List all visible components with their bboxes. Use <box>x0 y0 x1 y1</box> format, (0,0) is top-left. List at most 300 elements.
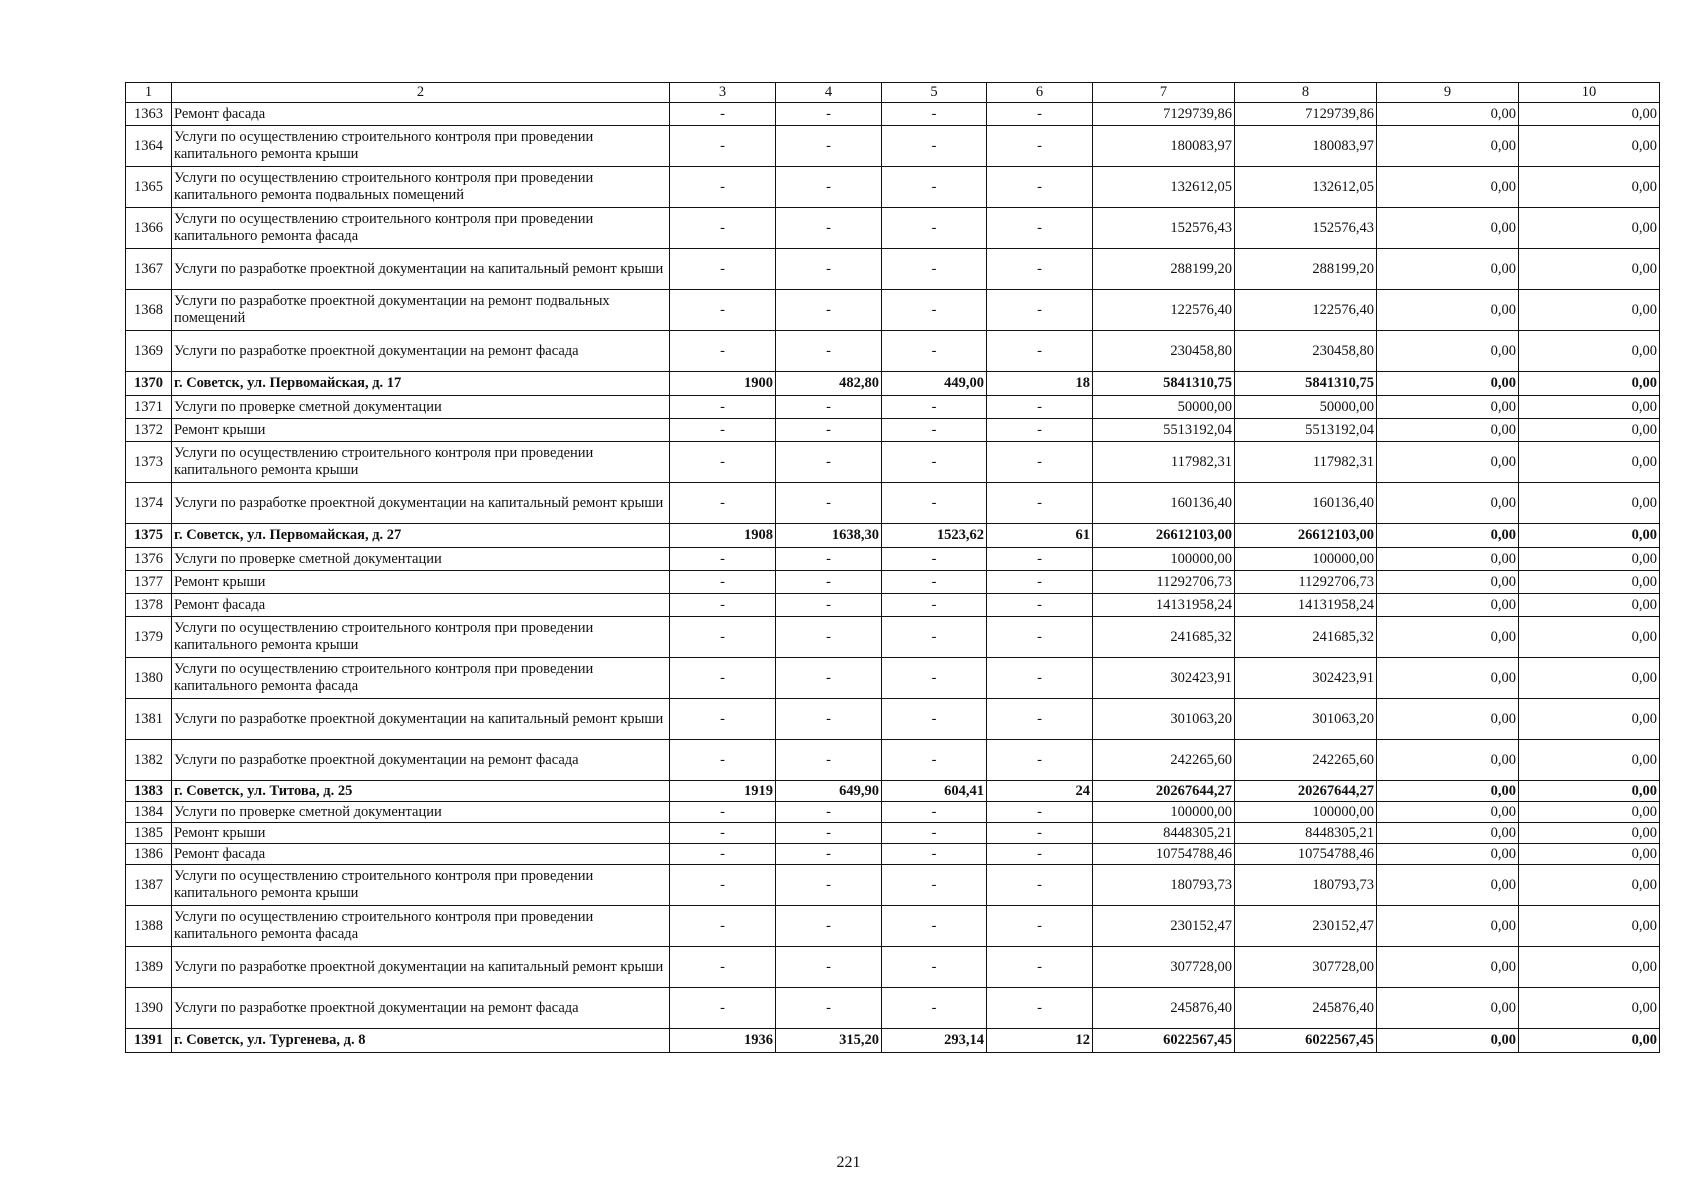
col5-cell: 1523,62 <box>882 524 987 548</box>
col8-cell: 26612103,00 <box>1235 524 1377 548</box>
row-number-cell: 1369 <box>126 331 172 372</box>
col5-cell: - <box>882 103 987 126</box>
col4-cell: - <box>776 483 882 524</box>
header-cell: 10 <box>1519 83 1660 103</box>
col10-cell: 0,00 <box>1519 658 1660 699</box>
col6-cell: - <box>987 419 1093 442</box>
col4-cell: - <box>776 290 882 331</box>
table-row <box>126 658 1660 699</box>
col4-cell: 1638,30 <box>776 524 882 548</box>
col5-cell: - <box>882 249 987 290</box>
description-cell: Ремонт фасада <box>172 103 670 126</box>
table-row <box>126 331 1660 372</box>
description-cell: г. Советск, ул. Тургенева, д. 8 <box>172 1029 670 1053</box>
col5-cell: - <box>882 658 987 699</box>
description-cell: Услуги по проверке сметной документации <box>172 548 670 571</box>
col7-cell: 14131958,24 <box>1093 594 1235 617</box>
col4-cell: - <box>776 594 882 617</box>
col7-cell: 132612,05 <box>1093 167 1235 208</box>
col4-cell: - <box>776 906 882 947</box>
table-row <box>126 419 1660 442</box>
row-number-cell: 1386 <box>126 844 172 865</box>
col7-cell: 160136,40 <box>1093 483 1235 524</box>
col3-cell: 1908 <box>670 524 776 548</box>
col8-cell: 8448305,21 <box>1235 823 1377 844</box>
col8-cell: 5513192,04 <box>1235 419 1377 442</box>
table-row <box>126 699 1660 740</box>
col8-cell: 245876,40 <box>1235 988 1377 1029</box>
col6-cell: - <box>987 442 1093 483</box>
col8-cell: 100000,00 <box>1235 802 1377 823</box>
col9-cell: 0,00 <box>1377 865 1519 906</box>
header-cell: 3 <box>670 83 776 103</box>
col9-cell: 0,00 <box>1377 594 1519 617</box>
col4-cell: 315,20 <box>776 1029 882 1053</box>
description-cell: Услуги по осуществлению строительного контроля при проведении капитального ремонта фасада <box>172 906 670 947</box>
col10-cell: 0,00 <box>1519 594 1660 617</box>
table-row <box>126 988 1660 1029</box>
row-number-cell: 1364 <box>126 126 172 167</box>
col9-cell: 0,00 <box>1377 483 1519 524</box>
col3-cell: 1919 <box>670 781 776 802</box>
col5-cell: 449,00 <box>882 372 987 396</box>
description-cell: Услуги по осуществлению строительного контроля при проведении капитального ремонта крыши <box>172 865 670 906</box>
table-row <box>126 483 1660 524</box>
description-cell: Ремонт крыши <box>172 823 670 844</box>
col4-cell: - <box>776 844 882 865</box>
col10-cell: 0,00 <box>1519 802 1660 823</box>
row-number-cell: 1377 <box>126 571 172 594</box>
col10-cell: 0,00 <box>1519 249 1660 290</box>
page-number: 221 <box>836 1154 861 1171</box>
col9-cell: 0,00 <box>1377 1029 1519 1053</box>
col7-cell: 152576,43 <box>1093 208 1235 249</box>
col8-cell: 160136,40 <box>1235 483 1377 524</box>
col7-cell: 5841310,75 <box>1093 372 1235 396</box>
description-cell: Услуги по разработке проектной документации на ремонт подвальных помещений <box>172 290 670 331</box>
col3-cell: - <box>670 290 776 331</box>
col7-cell: 301063,20 <box>1093 699 1235 740</box>
col3-cell: - <box>670 548 776 571</box>
row-number-cell: 1391 <box>126 1029 172 1053</box>
col10-cell: 0,00 <box>1519 372 1660 396</box>
col6-cell: - <box>987 249 1093 290</box>
col8-cell: 10754788,46 <box>1235 844 1377 865</box>
description-cell: г. Советск, ул. Титова, д. 25 <box>172 781 670 802</box>
row-number-cell: 1365 <box>126 167 172 208</box>
col4-cell: - <box>776 802 882 823</box>
col10-cell: 0,00 <box>1519 419 1660 442</box>
header-cell: 7 <box>1093 83 1235 103</box>
header-cell: 1 <box>126 83 172 103</box>
col3-cell: 1900 <box>670 372 776 396</box>
col6-cell: - <box>987 865 1093 906</box>
col4-cell: - <box>776 658 882 699</box>
col3-cell: - <box>670 419 776 442</box>
col10-cell: 0,00 <box>1519 548 1660 571</box>
col7-cell: 100000,00 <box>1093 548 1235 571</box>
description-cell: Услуги по осуществлению строительного контроля при проведении капитального ремонта подвальных помещений <box>172 167 670 208</box>
description-cell: Ремонт фасада <box>172 594 670 617</box>
col7-cell: 307728,00 <box>1093 947 1235 988</box>
col8-cell: 242265,60 <box>1235 740 1377 781</box>
col10-cell: 0,00 <box>1519 781 1660 802</box>
col3-cell: - <box>670 658 776 699</box>
col6-cell: - <box>987 594 1093 617</box>
description-cell: Услуги по разработке проектной документации на капитальный ремонт крыши <box>172 483 670 524</box>
col4-cell: - <box>776 571 882 594</box>
col3-cell: - <box>670 802 776 823</box>
col7-cell: 117982,31 <box>1093 442 1235 483</box>
col10-cell: 0,00 <box>1519 396 1660 419</box>
table-row <box>126 594 1660 617</box>
col7-cell: 5513192,04 <box>1093 419 1235 442</box>
col6-cell: - <box>987 483 1093 524</box>
col3-cell: - <box>670 617 776 658</box>
col3-cell: - <box>670 844 776 865</box>
description-cell: г. Советск, ул. Первомайская, д. 17 <box>172 372 670 396</box>
table-row <box>126 947 1660 988</box>
col10-cell: 0,00 <box>1519 988 1660 1029</box>
col8-cell: 230152,47 <box>1235 906 1377 947</box>
description-cell: Ремонт фасада <box>172 844 670 865</box>
col10-cell: 0,00 <box>1519 126 1660 167</box>
table-row <box>126 442 1660 483</box>
col7-cell: 302423,91 <box>1093 658 1235 699</box>
col7-cell: 241685,32 <box>1093 617 1235 658</box>
col6-cell: - <box>987 548 1093 571</box>
col5-cell: 604,41 <box>882 781 987 802</box>
col9-cell: 0,00 <box>1377 781 1519 802</box>
col7-cell: 20267644,27 <box>1093 781 1235 802</box>
col7-cell: 122576,40 <box>1093 290 1235 331</box>
col9-cell: 0,00 <box>1377 844 1519 865</box>
col8-cell: 180083,97 <box>1235 126 1377 167</box>
col6-cell: - <box>987 103 1093 126</box>
col5-cell: - <box>882 442 987 483</box>
col5-cell: - <box>882 483 987 524</box>
col5-cell: - <box>882 396 987 419</box>
col4-cell: - <box>776 823 882 844</box>
col8-cell: 100000,00 <box>1235 548 1377 571</box>
col5-cell: - <box>882 865 987 906</box>
col4-cell: - <box>776 617 882 658</box>
table-row <box>126 249 1660 290</box>
col7-cell: 6022567,45 <box>1093 1029 1235 1053</box>
col4-cell: - <box>776 396 882 419</box>
col6-cell: 12 <box>987 1029 1093 1053</box>
address-row <box>126 524 1660 548</box>
col5-cell: - <box>882 844 987 865</box>
table-row <box>126 290 1660 331</box>
table-row <box>126 571 1660 594</box>
table-row <box>126 823 1660 844</box>
col3-cell: - <box>670 594 776 617</box>
table-row <box>126 548 1660 571</box>
col7-cell: 245876,40 <box>1093 988 1235 1029</box>
col10-cell: 0,00 <box>1519 844 1660 865</box>
row-number-cell: 1387 <box>126 865 172 906</box>
col5-cell: - <box>882 740 987 781</box>
col9-cell: 0,00 <box>1377 167 1519 208</box>
row-number-cell: 1368 <box>126 290 172 331</box>
col8-cell: 50000,00 <box>1235 396 1377 419</box>
col8-cell: 307728,00 <box>1235 947 1377 988</box>
col10-cell: 0,00 <box>1519 823 1660 844</box>
col4-cell: - <box>776 167 882 208</box>
table-row <box>126 802 1660 823</box>
col9-cell: 0,00 <box>1377 823 1519 844</box>
col10-cell: 0,00 <box>1519 571 1660 594</box>
col6-cell: - <box>987 167 1093 208</box>
col9-cell: 0,00 <box>1377 524 1519 548</box>
row-number-cell: 1383 <box>126 781 172 802</box>
col4-cell: - <box>776 208 882 249</box>
header-cell: 9 <box>1377 83 1519 103</box>
col6-cell: 18 <box>987 372 1093 396</box>
col8-cell: 180793,73 <box>1235 865 1377 906</box>
col8-cell: 241685,32 <box>1235 617 1377 658</box>
col8-cell: 6022567,45 <box>1235 1029 1377 1053</box>
col3-cell: - <box>670 249 776 290</box>
col4-cell: - <box>776 947 882 988</box>
col7-cell: 180083,97 <box>1093 126 1235 167</box>
description-cell: Услуги по разработке проектной документации на ремонт фасада <box>172 740 670 781</box>
col3-cell: - <box>670 167 776 208</box>
col10-cell: 0,00 <box>1519 103 1660 126</box>
col3-cell: - <box>670 571 776 594</box>
table-row <box>126 208 1660 249</box>
col9-cell: 0,00 <box>1377 419 1519 442</box>
table-row <box>126 906 1660 947</box>
col3-cell: - <box>670 103 776 126</box>
col9-cell: 0,00 <box>1377 617 1519 658</box>
row-number-cell: 1389 <box>126 947 172 988</box>
row-number-cell: 1378 <box>126 594 172 617</box>
col3-cell: - <box>670 442 776 483</box>
row-number-cell: 1363 <box>126 103 172 126</box>
row-number-cell: 1370 <box>126 372 172 396</box>
col3-cell: - <box>670 823 776 844</box>
col4-cell: - <box>776 865 882 906</box>
col7-cell: 8448305,21 <box>1093 823 1235 844</box>
row-number-cell: 1372 <box>126 419 172 442</box>
col8-cell: 5841310,75 <box>1235 372 1377 396</box>
col4-cell: - <box>776 548 882 571</box>
row-number-cell: 1376 <box>126 548 172 571</box>
col9-cell: 0,00 <box>1377 249 1519 290</box>
col9-cell: 0,00 <box>1377 126 1519 167</box>
table-row <box>126 103 1660 126</box>
description-cell: Услуги по проверке сметной документации <box>172 396 670 419</box>
description-cell: Ремонт крыши <box>172 419 670 442</box>
col5-cell: - <box>882 419 987 442</box>
description-cell: Услуги по осуществлению строительного контроля при проведении капитального ремонта крыши <box>172 617 670 658</box>
col6-cell: - <box>987 208 1093 249</box>
col4-cell: 649,90 <box>776 781 882 802</box>
col5-cell: - <box>882 988 987 1029</box>
col8-cell: 122576,40 <box>1235 290 1377 331</box>
col6-cell: 61 <box>987 524 1093 548</box>
col8-cell: 152576,43 <box>1235 208 1377 249</box>
col10-cell: 0,00 <box>1519 524 1660 548</box>
col10-cell: 0,00 <box>1519 442 1660 483</box>
description-cell: Услуги по разработке проектной документации на капитальный ремонт крыши <box>172 249 670 290</box>
col3-cell: - <box>670 396 776 419</box>
col3-cell: - <box>670 126 776 167</box>
col6-cell: 24 <box>987 781 1093 802</box>
row-number-cell: 1373 <box>126 442 172 483</box>
col5-cell: - <box>882 290 987 331</box>
row-number-cell: 1367 <box>126 249 172 290</box>
col7-cell: 242265,60 <box>1093 740 1235 781</box>
col3-cell: 1936 <box>670 1029 776 1053</box>
description-cell: Услуги по разработке проектной документации на ремонт фасада <box>172 988 670 1029</box>
col5-cell: - <box>882 331 987 372</box>
col10-cell: 0,00 <box>1519 617 1660 658</box>
col5-cell: - <box>882 617 987 658</box>
table-row <box>126 617 1660 658</box>
col8-cell: 14131958,24 <box>1235 594 1377 617</box>
col6-cell: - <box>987 906 1093 947</box>
row-number-cell: 1388 <box>126 906 172 947</box>
col5-cell: - <box>882 126 987 167</box>
col3-cell: - <box>670 699 776 740</box>
col6-cell: - <box>987 740 1093 781</box>
col6-cell: - <box>987 290 1093 331</box>
col7-cell: 230152,47 <box>1093 906 1235 947</box>
col6-cell: - <box>987 658 1093 699</box>
col10-cell: 0,00 <box>1519 1029 1660 1053</box>
description-cell: Услуги по разработке проектной документации на капитальный ремонт крыши <box>172 947 670 988</box>
col10-cell: 0,00 <box>1519 290 1660 331</box>
row-number-cell: 1371 <box>126 396 172 419</box>
header-cell: 4 <box>776 83 882 103</box>
address-row <box>126 1029 1660 1053</box>
row-number-cell: 1390 <box>126 988 172 1029</box>
col4-cell: - <box>776 126 882 167</box>
col3-cell: - <box>670 865 776 906</box>
col9-cell: 0,00 <box>1377 442 1519 483</box>
row-number-cell: 1375 <box>126 524 172 548</box>
col6-cell: - <box>987 396 1093 419</box>
col9-cell: 0,00 <box>1377 947 1519 988</box>
table-row <box>126 844 1660 865</box>
description-cell: Услуги по осуществлению строительного контроля при проведении капитального ремонта крыши <box>172 126 670 167</box>
col4-cell: 482,80 <box>776 372 882 396</box>
col7-cell: 10754788,46 <box>1093 844 1235 865</box>
col4-cell: - <box>776 740 882 781</box>
col3-cell: - <box>670 988 776 1029</box>
table-row <box>126 740 1660 781</box>
row-number-cell: 1384 <box>126 802 172 823</box>
header-cell: 8 <box>1235 83 1377 103</box>
col7-cell: 11292706,73 <box>1093 571 1235 594</box>
col8-cell: 20267644,27 <box>1235 781 1377 802</box>
col5-cell: - <box>882 571 987 594</box>
col3-cell: - <box>670 906 776 947</box>
col9-cell: 0,00 <box>1377 372 1519 396</box>
col4-cell: - <box>776 103 882 126</box>
col10-cell: 0,00 <box>1519 740 1660 781</box>
col9-cell: 0,00 <box>1377 331 1519 372</box>
col10-cell: 0,00 <box>1519 483 1660 524</box>
col9-cell: 0,00 <box>1377 906 1519 947</box>
col6-cell: - <box>987 947 1093 988</box>
col10-cell: 0,00 <box>1519 167 1660 208</box>
col5-cell: - <box>882 802 987 823</box>
description-cell: Услуги по осуществлению строительного контроля при проведении капитального ремонта крыши <box>172 442 670 483</box>
row-number-cell: 1380 <box>126 658 172 699</box>
row-number-cell: 1366 <box>126 208 172 249</box>
table-row <box>126 396 1660 419</box>
description-cell: Услуги по разработке проектной документации на ремонт фасада <box>172 331 670 372</box>
col8-cell: 7129739,86 <box>1235 103 1377 126</box>
col5-cell: - <box>882 699 987 740</box>
description-cell: Услуги по проверке сметной документации <box>172 802 670 823</box>
header-row <box>126 83 1660 103</box>
col9-cell: 0,00 <box>1377 740 1519 781</box>
header-cell: 5 <box>882 83 987 103</box>
row-number-cell: 1381 <box>126 699 172 740</box>
col5-cell: - <box>882 548 987 571</box>
table-row <box>126 167 1660 208</box>
col4-cell: - <box>776 988 882 1029</box>
col8-cell: 132612,05 <box>1235 167 1377 208</box>
col4-cell: - <box>776 442 882 483</box>
description-cell: Услуги по осуществлению строительного контроля при проведении капитального ремонта фасада <box>172 658 670 699</box>
table-row <box>126 126 1660 167</box>
col9-cell: 0,00 <box>1377 396 1519 419</box>
col10-cell: 0,00 <box>1519 906 1660 947</box>
col6-cell: - <box>987 802 1093 823</box>
col6-cell: - <box>987 126 1093 167</box>
col9-cell: 0,00 <box>1377 699 1519 740</box>
col4-cell: - <box>776 331 882 372</box>
col7-cell: 100000,00 <box>1093 802 1235 823</box>
description-cell: Услуги по разработке проектной документации на капитальный ремонт крыши <box>172 699 670 740</box>
col7-cell: 230458,80 <box>1093 331 1235 372</box>
register-table <box>125 82 1660 1053</box>
col9-cell: 0,00 <box>1377 988 1519 1029</box>
col8-cell: 302423,91 <box>1235 658 1377 699</box>
col10-cell: 0,00 <box>1519 331 1660 372</box>
address-row <box>126 781 1660 802</box>
col6-cell: - <box>987 331 1093 372</box>
col8-cell: 230458,80 <box>1235 331 1377 372</box>
register-body <box>126 103 1660 1053</box>
col5-cell: - <box>882 208 987 249</box>
col8-cell: 288199,20 <box>1235 249 1377 290</box>
col9-cell: 0,00 <box>1377 548 1519 571</box>
col6-cell: - <box>987 823 1093 844</box>
row-number-cell: 1379 <box>126 617 172 658</box>
col10-cell: 0,00 <box>1519 699 1660 740</box>
header-cell: 6 <box>987 83 1093 103</box>
description-cell: Услуги по осуществлению строительного контроля при проведении капитального ремонта фасада <box>172 208 670 249</box>
col10-cell: 0,00 <box>1519 947 1660 988</box>
col5-cell: 293,14 <box>882 1029 987 1053</box>
col9-cell: 0,00 <box>1377 208 1519 249</box>
col6-cell: - <box>987 844 1093 865</box>
col5-cell: - <box>882 167 987 208</box>
col6-cell: - <box>987 699 1093 740</box>
col3-cell: - <box>670 483 776 524</box>
col7-cell: 7129739,86 <box>1093 103 1235 126</box>
col4-cell: - <box>776 699 882 740</box>
address-row <box>126 372 1660 396</box>
col4-cell: - <box>776 249 882 290</box>
